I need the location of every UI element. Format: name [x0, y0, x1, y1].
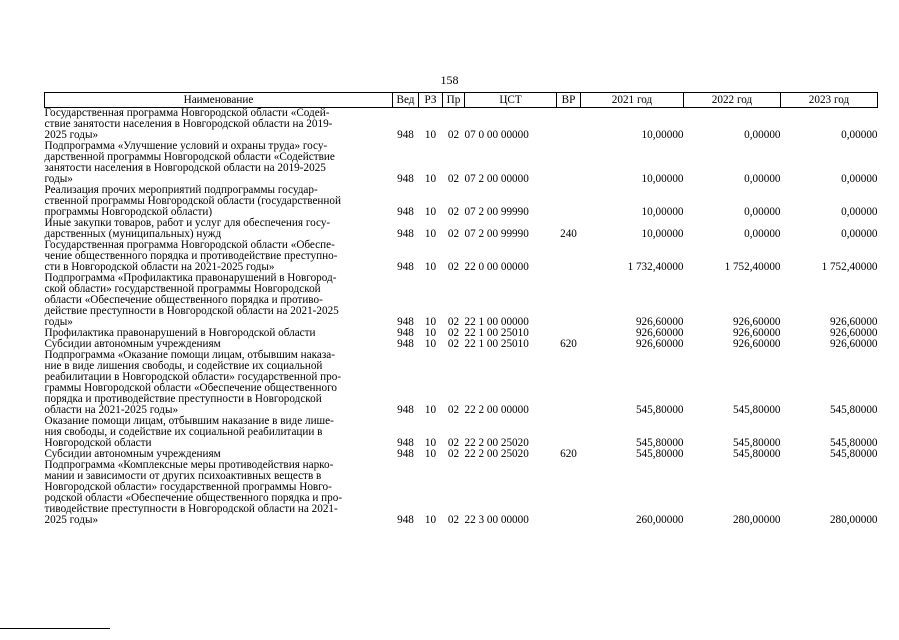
- table-row: [45, 240, 878, 273]
- row-name: [45, 218, 393, 240]
- cell-cst: 22 2 00 00000: [464, 404, 529, 416]
- row-name-line: Государственная программа Новгородской области «Содей-: [44, 107, 330, 119]
- row-name-line: 2025 годы»: [44, 129, 99, 141]
- cell-y2023: 0,00000: [841, 173, 878, 185]
- col-header-name: Наименование: [45, 93, 393, 108]
- row-name-line: Подпрограмма «Оказание помощи лицам, отбывшим наказа-: [44, 349, 335, 361]
- cell-y2022: 545,80000: [732, 404, 781, 416]
- cell-rz: 10: [424, 316, 437, 328]
- cell-y2023: 545,80000: [829, 404, 878, 416]
- cell-y2021: 926,60000: [635, 316, 684, 328]
- cell-vr: [557, 460, 581, 526]
- cell-ved: 948: [397, 404, 414, 416]
- cell-y2021: 10,00000: [641, 206, 684, 218]
- cell-vr: [557, 185, 581, 218]
- cell-ved: 948: [397, 228, 414, 240]
- row-name-line: порядка и противодействие преступности в Новгородской: [44, 393, 322, 405]
- row-name-line: чение общественного порядка и противодействие преступно-: [44, 250, 338, 262]
- row-name-line: ственной программы Новгородской области (государственной: [44, 195, 341, 207]
- row-name-line: Государственная программа Новгородской области «Обеспе-: [44, 239, 335, 251]
- table-header-row: [45, 93, 878, 108]
- cell-y2023: 926,60000: [829, 327, 878, 339]
- cell-y2023: 545,80000: [829, 437, 878, 449]
- cell-y2021: 1 732,40000: [627, 261, 684, 273]
- row-name-line: области «Обеспечение общественного порядка и противо-: [44, 294, 323, 306]
- cell-pr: 02: [447, 514, 460, 526]
- row-name-line: ния свободы, и содействие их социальной реабилитации в: [44, 426, 323, 438]
- cell-y2023: 1 752,40000: [821, 261, 878, 273]
- row-name-line: программы Новгородской области): [44, 206, 213, 218]
- cell-vr: [557, 273, 581, 328]
- cell-cst: 07 2 00 99990: [464, 228, 529, 240]
- budget-table: [44, 92, 878, 526]
- row-name-line: Новгородской области: [44, 437, 152, 449]
- cell-pr: 02: [447, 327, 460, 339]
- cell-vr: 240: [560, 228, 577, 240]
- row-name: [45, 350, 393, 416]
- cell-ved: 948: [397, 327, 414, 339]
- cell-y2021: 926,60000: [635, 327, 684, 339]
- cell-rz: 10: [424, 514, 437, 526]
- cell-y2022: 0,00000: [744, 206, 781, 218]
- row-name-line: действие преступности в Новгородской области на 2021-2025: [44, 305, 339, 317]
- cell-y2022: 1 752,40000: [724, 261, 781, 273]
- cell-ved: 948: [397, 514, 414, 526]
- cell-vr: [557, 416, 581, 449]
- cell-y2021: 545,80000: [635, 404, 684, 416]
- cell-ved: 948: [397, 261, 414, 273]
- table-row: [45, 273, 878, 328]
- row-name: [45, 240, 393, 273]
- cell-pr: 02: [447, 261, 460, 273]
- cell-y2021: 260,00000: [635, 514, 684, 526]
- cell-pr: 02: [447, 437, 460, 449]
- table-row: [45, 108, 878, 142]
- cell-y2023: 926,60000: [829, 338, 878, 350]
- table-row: [45, 350, 878, 416]
- row-name-line: ской области» государственной программы Новгородской: [44, 283, 321, 295]
- cell-cst: 22 1 00 00000: [464, 316, 529, 328]
- cell-rz: 10: [424, 448, 437, 460]
- row-name-line: тиводействие преступности в Новгородской области на 2021-: [44, 503, 338, 515]
- row-name-line: мании и зависимости от других психоактивных веществ в: [44, 470, 322, 482]
- col-header-rz: РЗ: [419, 93, 443, 108]
- cell-y2023: 0,00000: [841, 129, 878, 141]
- cell-y2021: 545,80000: [635, 448, 684, 460]
- row-name-line: годы»: [44, 173, 73, 185]
- cell-y2023: 0,00000: [841, 206, 878, 218]
- row-name-line: дарственных (муниципальных) нужд: [44, 228, 222, 240]
- col-header-pr: Пр: [443, 93, 465, 108]
- cell-cst: 22 0 00 00000: [464, 261, 529, 273]
- table-row: [45, 218, 878, 240]
- row-name-line: сти в Новгородской области на 2021-2025 годы»: [44, 261, 275, 273]
- col-header-2021: 2021 год: [581, 93, 684, 108]
- cell-ved: 948: [397, 448, 414, 460]
- cell-vr: [557, 108, 581, 142]
- col-header-2023: 2023 год: [781, 93, 878, 108]
- col-header-cst: ЦСТ: [465, 93, 557, 108]
- cell-rz: 10: [424, 261, 437, 273]
- cell-y2022: 926,60000: [732, 327, 781, 339]
- row-name-line: Подпрограмма «Комплексные меры противодействия нарко-: [44, 459, 334, 471]
- cell-cst: 22 3 00 00000: [464, 514, 529, 526]
- table-row: [45, 416, 878, 449]
- cell-rz: 10: [424, 129, 437, 141]
- cell-rz: 10: [424, 206, 437, 218]
- col-header-2022: 2022 год: [684, 93, 781, 108]
- cell-ved: 948: [397, 316, 414, 328]
- cell-pr: 02: [447, 448, 460, 460]
- row-name-line: Подпрограмма «Профилактика правонарушений в Новгород-: [44, 272, 337, 284]
- cell-rz: 10: [424, 404, 437, 416]
- cell-y2022: 926,60000: [732, 338, 781, 350]
- cell-ved: 948: [397, 206, 414, 218]
- row-name: [45, 460, 393, 526]
- cell-pr: 02: [447, 173, 460, 185]
- row-name-line: граммы Новгородской области «Обеспечение общественного: [44, 382, 338, 394]
- cell-cst: 22 1 00 25010: [464, 327, 529, 339]
- cell-cst: 07 2 00 00000: [464, 173, 529, 185]
- cell-y2023: 545,80000: [829, 448, 878, 460]
- cell-ved: 948: [397, 129, 414, 141]
- row-name-line: 2025 годы»: [44, 514, 99, 526]
- cell-vr: [557, 141, 581, 185]
- footnote-rule: [0, 628, 110, 629]
- row-name: [45, 416, 393, 449]
- cell-pr: 02: [447, 228, 460, 240]
- col-header-ved: Вед: [393, 93, 419, 108]
- row-name-line: Новгородской области» государственной программы Новго-: [44, 481, 332, 493]
- cell-y2022: 0,00000: [744, 173, 781, 185]
- cell-y2021: 10,00000: [641, 173, 684, 185]
- cell-cst: 07 2 00 99990: [464, 206, 529, 218]
- cell-rz: 10: [424, 327, 437, 339]
- col-header-vr: ВР: [557, 93, 581, 108]
- cell-vr: 620: [560, 338, 577, 350]
- cell-rz: 10: [424, 228, 437, 240]
- cell-y2021: 545,80000: [635, 437, 684, 449]
- row-name-line: Подпрограмма «Улучшение условий и охраны труда» госу-: [44, 140, 328, 152]
- cell-y2021: 10,00000: [641, 228, 684, 240]
- cell-cst: 22 2 00 25020: [464, 448, 529, 460]
- cell-cst: 22 1 00 25010: [464, 338, 529, 350]
- row-name-line: Реализация прочих мероприятий подпрограммы государ-: [44, 184, 318, 196]
- row-name: [45, 141, 393, 185]
- cell-y2022: 545,80000: [732, 448, 781, 460]
- cell-rz: 10: [424, 173, 437, 185]
- cell-y2022: 545,80000: [732, 437, 781, 449]
- row-name-line: родской области «Обеспечение общественного порядка и про-: [44, 492, 343, 504]
- cell-y2022: 926,60000: [732, 316, 781, 328]
- row-name: [45, 108, 393, 142]
- cell-cst: 22 2 00 25020: [464, 437, 529, 449]
- row-name-line: годы»: [44, 316, 73, 328]
- row-name-line: ствие занятости населения в Новгородской области на 2019-: [44, 118, 333, 130]
- table-row: [45, 141, 878, 185]
- cell-rz: 10: [424, 338, 437, 350]
- row-name-line: занятости населения в Новгородской области на 2019-2025: [44, 162, 326, 174]
- row-name-line: ние в виде лишения свободы, и содействие их социальной: [44, 360, 323, 372]
- row-name-line: реабилитации в Новгородской области» государственной про-: [44, 371, 342, 383]
- cell-ved: 948: [397, 173, 414, 185]
- row-name-line: Субсидии автономным учреждениям: [44, 448, 221, 460]
- cell-y2021: 926,60000: [635, 338, 684, 350]
- cell-pr: 02: [447, 316, 460, 328]
- cell-y2021: 10,00000: [641, 129, 684, 141]
- row-name-line: дарственной программы Новгородской области «Содействие: [44, 151, 335, 163]
- row-name-line: Субсидии автономным учреждениям: [44, 338, 221, 350]
- cell-pr: 02: [447, 338, 460, 350]
- row-name-line: области на 2021-2025 годы»: [44, 404, 179, 416]
- cell-y2022: 0,00000: [744, 129, 781, 141]
- cell-y2022: 280,00000: [732, 514, 781, 526]
- table-body: [45, 108, 878, 527]
- cell-y2022: 0,00000: [744, 228, 781, 240]
- cell-vr: [557, 350, 581, 416]
- row-name: [45, 185, 393, 218]
- cell-y2023: 926,60000: [829, 316, 878, 328]
- cell-pr: 02: [447, 206, 460, 218]
- cell-pr: 02: [447, 129, 460, 141]
- row-name-line: Профилактика правонарушений в Новгородской области: [44, 327, 316, 339]
- table-row: [45, 185, 878, 218]
- table-row: [45, 460, 878, 526]
- cell-vr: [557, 240, 581, 273]
- row-name-line: Оказание помощи лицам, отбывшим наказание в виде лише-: [44, 415, 334, 427]
- page-number: 158: [440, 73, 459, 87]
- cell-vr: 620: [560, 448, 577, 460]
- row-name: [45, 273, 393, 328]
- cell-ved: 948: [397, 338, 414, 350]
- row-name-line: Иные закупки товаров, работ и услуг для обеспечения госу-: [44, 217, 331, 229]
- cell-pr: 02: [447, 404, 460, 416]
- cell-ved: 948: [397, 437, 414, 449]
- cell-rz: 10: [424, 437, 437, 449]
- cell-y2023: 280,00000: [829, 514, 878, 526]
- cell-cst: 07 0 00 00000: [464, 129, 529, 141]
- cell-y2023: 0,00000: [841, 228, 878, 240]
